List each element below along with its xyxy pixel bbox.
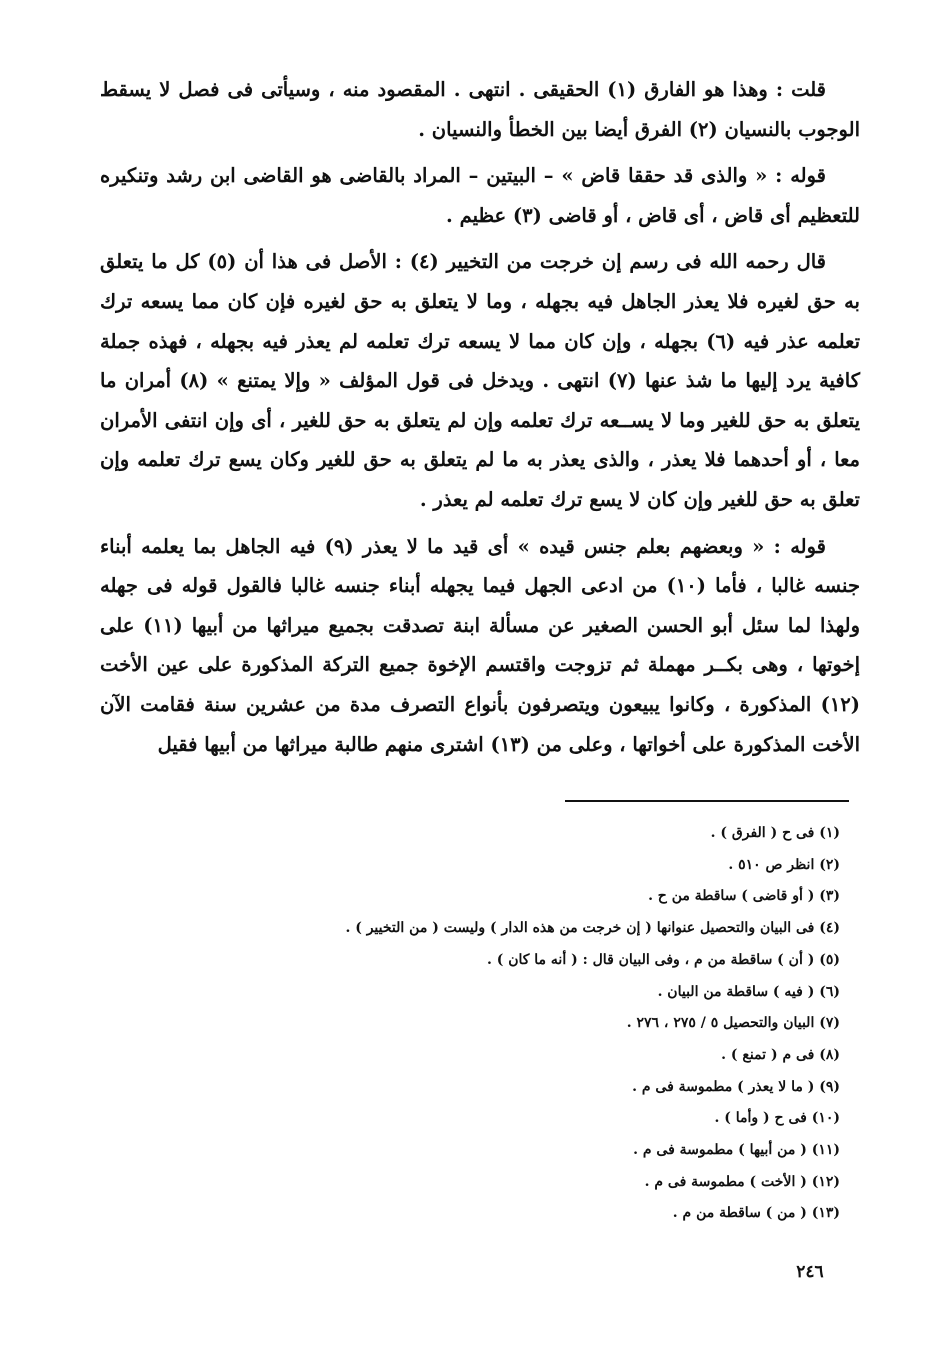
footnote-separator <box>565 800 849 802</box>
footnote: (٦) ( فيه ) ساقطة من البيان . <box>657 983 840 1000</box>
footnote: (٥) ( أن ) ساقطة من م ، وفى البيان قال : ( أنه ما كان ) . <box>486 951 840 968</box>
paragraph: قوله : « والذى قد حققا قاض » – البيتين – المراد بالقاضى هو القاضى ابن رشد وتنكيره للتعظيم أى قاض ، أى قاض ، أو قاضى (٣) عظيم . <box>100 164 860 227</box>
footnote: (٨) فى م ( تمنع ) . <box>721 1046 840 1063</box>
footnote: (٩) ( ما لا يعذر ) مطموسة فى م . <box>632 1078 840 1095</box>
footnotes <box>120 818 840 1230</box>
footnote: (٣) ( أو قاضى ) ساقطة من ح . <box>648 888 840 905</box>
footnote: (١) فى ح ( الفرق ) . <box>710 825 840 841</box>
paragraph: قلت : وهذا هو الفارق (١) الحقيقى . انتهى . المقصود منه ، وسيأتى فى فصل لا يسقط الوجوب بالنسيان (٢) الفرق أيضا بين الخطأ والنسيان . <box>100 78 860 141</box>
footnote: (٢) انظر ص ٥١٠ . <box>728 856 840 873</box>
footnote: (١١) ( من أبيها ) مطموسة فى م . <box>633 1142 840 1159</box>
footnote: (٤) فى البيان والتحصيل عنوانها ( إن خرجت من هذه الدار ) وليست ( من التخيير ) . <box>345 920 840 937</box>
footnote: (١٠) فى ح ( وأما ) . <box>714 1110 840 1127</box>
main-text <box>100 70 860 771</box>
footnote: (١٢) ( الأخت ) مطموسة فى م . <box>644 1173 840 1190</box>
paragraph: قوله : « وبعضهم بعلم جنس قيده » أى قيد ما لا يعذر (٩) فيه الجاهل بما يعلمه أبناء جنسه غالبا ، فأما (١٠) من ادعى الجهل فيما يجهله أبناء جنسه غالبا فالقول قوله فى جهله ولهذا لما سئل أبو الحسن الصغير عن مسألة ابنة تصدقت بجميع ميراثها من أبيها (١١) على إخوتها ، وهى بكــر مهملة ثم تزوجت واقتسم الإخوة جميع التركة المذكورة على عين الأخت (١٢) المذكورة ، وكانوا يبيعون ويتصرفون بأنواع التصرف مدة من عشرين سنة فقامت الآن الأخت المذكورة على أخواتها ، وعلى من (١٣) اشترى منهم طالبة ميراثها من أبيها فقيل <box>100 534 861 756</box>
footnote: (٧) البيان والتحصيل ٥ / ٢٧٥ ، ٢٧٦ . <box>626 1015 840 1032</box>
page-number: ٢٤٦ <box>796 1262 824 1282</box>
paragraph: قال رحمه الله فى رسم إن خرجت من التخيير (٤) : الأصل فى هذا أن (٥) كل ما يتعلق به حق لغيره فلا يعذر الجاهل فيه بجهله ، وما لا يتعلق به حق لغيره فإن كان مما يسعه ترك تعلمه عذر فيه (٦) بجهله ، وإن كان مما لا يسعه ترك تعلمه لم يعذر فيه بجهله ، فهذه جملة كافية يرد إليها ما شذ عنها (٧) انتهى . ويدخل فى قول المؤلف « وإلا يمتنع » (٨) أمران ما يتعلق به حق للغير وما لا يســعه ترك تعلمه وإن لم يتعلق به حق للغير ، أى وإن انتفى الأمران معا ، أو أحدهما فلا يعذر ، والذى يعذر به ما لم يتعلق به حق للغير وكان يسع ترك تعلمه وإن تعلق به حق للغير وإن كان لا يسع ترك تعلمه لم يعذر . <box>100 250 860 511</box>
footnote: (١٣) ( من ) ساقطة من م . <box>672 1205 840 1222</box>
